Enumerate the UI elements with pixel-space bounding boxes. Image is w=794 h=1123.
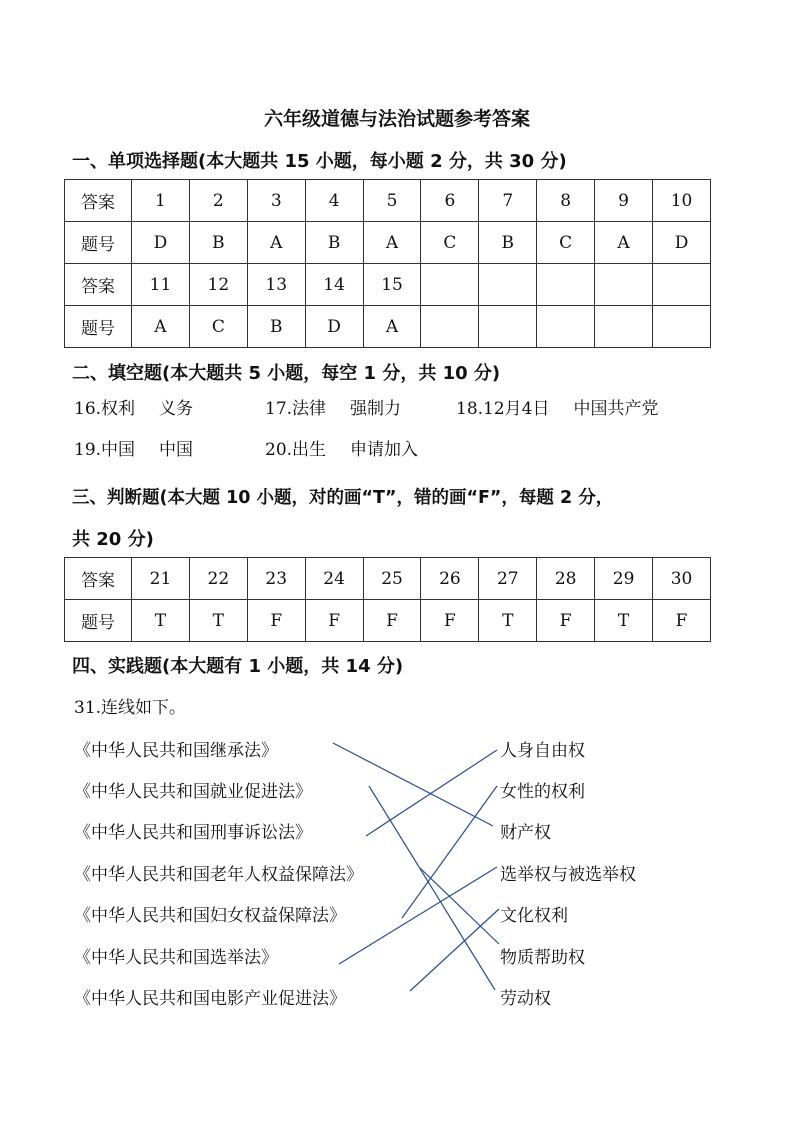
item-answer-a: 12月4日	[483, 399, 550, 419]
table-cell: A	[363, 222, 421, 264]
table-cell: F	[305, 600, 363, 642]
row-header-number: 题号	[65, 600, 132, 642]
table-cell: F	[653, 600, 711, 642]
match-line	[402, 786, 497, 918]
table-cell: F	[363, 600, 421, 642]
law-item: 《中华人民共和国选举法》	[74, 948, 278, 968]
match-line	[410, 909, 499, 991]
table-cell: 21	[132, 558, 190, 600]
table-cell: 10	[653, 180, 711, 222]
right-item: 女性的权利	[500, 782, 585, 802]
table-cell: 9	[595, 180, 653, 222]
law-item: 《中华人民共和国就业促进法》	[74, 782, 312, 802]
table-cell: 6	[421, 180, 479, 222]
row-header-number: 题号	[65, 306, 132, 348]
item-answer-b: 强制力	[350, 399, 402, 419]
table-cell: 27	[479, 558, 537, 600]
table-cell: 11	[132, 264, 190, 306]
table-cell: 25	[363, 558, 421, 600]
table-cell: B	[247, 306, 305, 348]
table-cell: 8	[537, 180, 595, 222]
table-cell: F	[421, 600, 479, 642]
table-cell: C	[421, 222, 479, 264]
right-item: 劳动权	[500, 989, 551, 1009]
table-cell: B	[479, 222, 537, 264]
item-answer-a: 出生	[292, 440, 327, 460]
table-cell: D	[305, 306, 363, 348]
table-cell: 7	[479, 180, 537, 222]
table-cell: 24	[305, 558, 363, 600]
item-answer-b: 申请加入	[350, 440, 419, 460]
table-cell: 3	[247, 180, 305, 222]
item-number: 19.	[74, 440, 102, 460]
row-header-answer: 答案	[65, 264, 132, 306]
item-answer-a: 权利	[101, 399, 136, 419]
table-cell: C	[537, 222, 595, 264]
table-cell: 5	[363, 180, 421, 222]
item-answer-a: 中国	[101, 440, 136, 460]
table-cell: T	[595, 600, 653, 642]
table-cell: A	[595, 222, 653, 264]
table-cell: A	[247, 222, 305, 264]
table-cell: 26	[421, 558, 479, 600]
table-cell: 22	[189, 558, 247, 600]
table-cell: B	[189, 222, 247, 264]
item-answer-b: 义务	[159, 399, 194, 419]
section3-heading: 三、判断题(本大题 10 小题，对的画“T”，错的画“F”，每题 2 分，	[72, 488, 614, 508]
table-cell: 23	[247, 558, 305, 600]
table-cell: 1	[132, 180, 190, 222]
law-item: 《中华人民共和国继承法》	[74, 741, 278, 761]
law-item: 《中华人民共和国老年人权益保障法》	[74, 865, 363, 885]
right-item: 人身自由权	[500, 741, 585, 761]
right-item: 财产权	[500, 823, 551, 843]
section4-heading: 四、实践题(本大题有 1 小题，共 14 分)	[72, 656, 404, 677]
right-item: 物质帮助权	[500, 948, 585, 968]
page-title: 六年级道德与法治试题参考答案	[263, 108, 530, 130]
table-cell: D	[653, 222, 711, 264]
item-number: 18.	[456, 399, 484, 419]
table-cell: 28	[537, 558, 595, 600]
row-header-number: 题号	[65, 222, 132, 264]
section3-heading-cont: 共 20 分)	[72, 529, 154, 550]
table-cell: B	[305, 222, 363, 264]
match-line	[333, 743, 493, 826]
match-line	[366, 750, 497, 836]
table-cell: T	[189, 600, 247, 642]
item-number: 20.	[265, 440, 293, 460]
item-answer-b: 中国	[159, 440, 194, 460]
table-cell: 2	[189, 180, 247, 222]
table-cell: F	[537, 600, 595, 642]
table-cell: T	[479, 600, 537, 642]
table-cell: 29	[595, 558, 653, 600]
section1-heading: 一、单项选择题(本大题共 15 小题，每小题 2 分，共 30 分)	[72, 151, 567, 172]
question-31: 31.连线如下。	[74, 698, 187, 718]
item-number: 17.	[265, 399, 293, 419]
table-cell: D	[132, 222, 190, 264]
row-header-answer: 答案	[65, 180, 132, 222]
table-cell: A	[132, 306, 190, 348]
item-answer-b: 中国共产党	[573, 399, 659, 419]
law-item: 《中华人民共和国电影产业促进法》	[74, 989, 346, 1009]
right-item: 选举权与被选举权	[500, 865, 636, 885]
table-cell: 14	[305, 264, 363, 306]
table-cell: 4	[305, 180, 363, 222]
item-number: 16.	[74, 399, 102, 419]
table-cell: 15	[363, 264, 421, 306]
law-item: 《中华人民共和国妇女权益保障法》	[74, 906, 346, 926]
table-cell: A	[363, 306, 421, 348]
match-line	[339, 867, 497, 964]
table-cell: C	[189, 306, 247, 348]
table-cell: T	[132, 600, 190, 642]
table-cell: F	[247, 600, 305, 642]
right-item: 文化权利	[500, 906, 568, 926]
row-header-answer: 答案	[65, 558, 132, 600]
item-answer-a: 法律	[292, 399, 327, 419]
table-cell: 30	[653, 558, 711, 600]
section2-heading: 二、填空题(本大题共 5 小题，每空 1 分，共 10 分)	[72, 363, 501, 384]
table-cell: 13	[247, 264, 305, 306]
table-cell: 12	[189, 264, 247, 306]
law-item: 《中华人民共和国刑事诉讼法》	[74, 823, 312, 843]
